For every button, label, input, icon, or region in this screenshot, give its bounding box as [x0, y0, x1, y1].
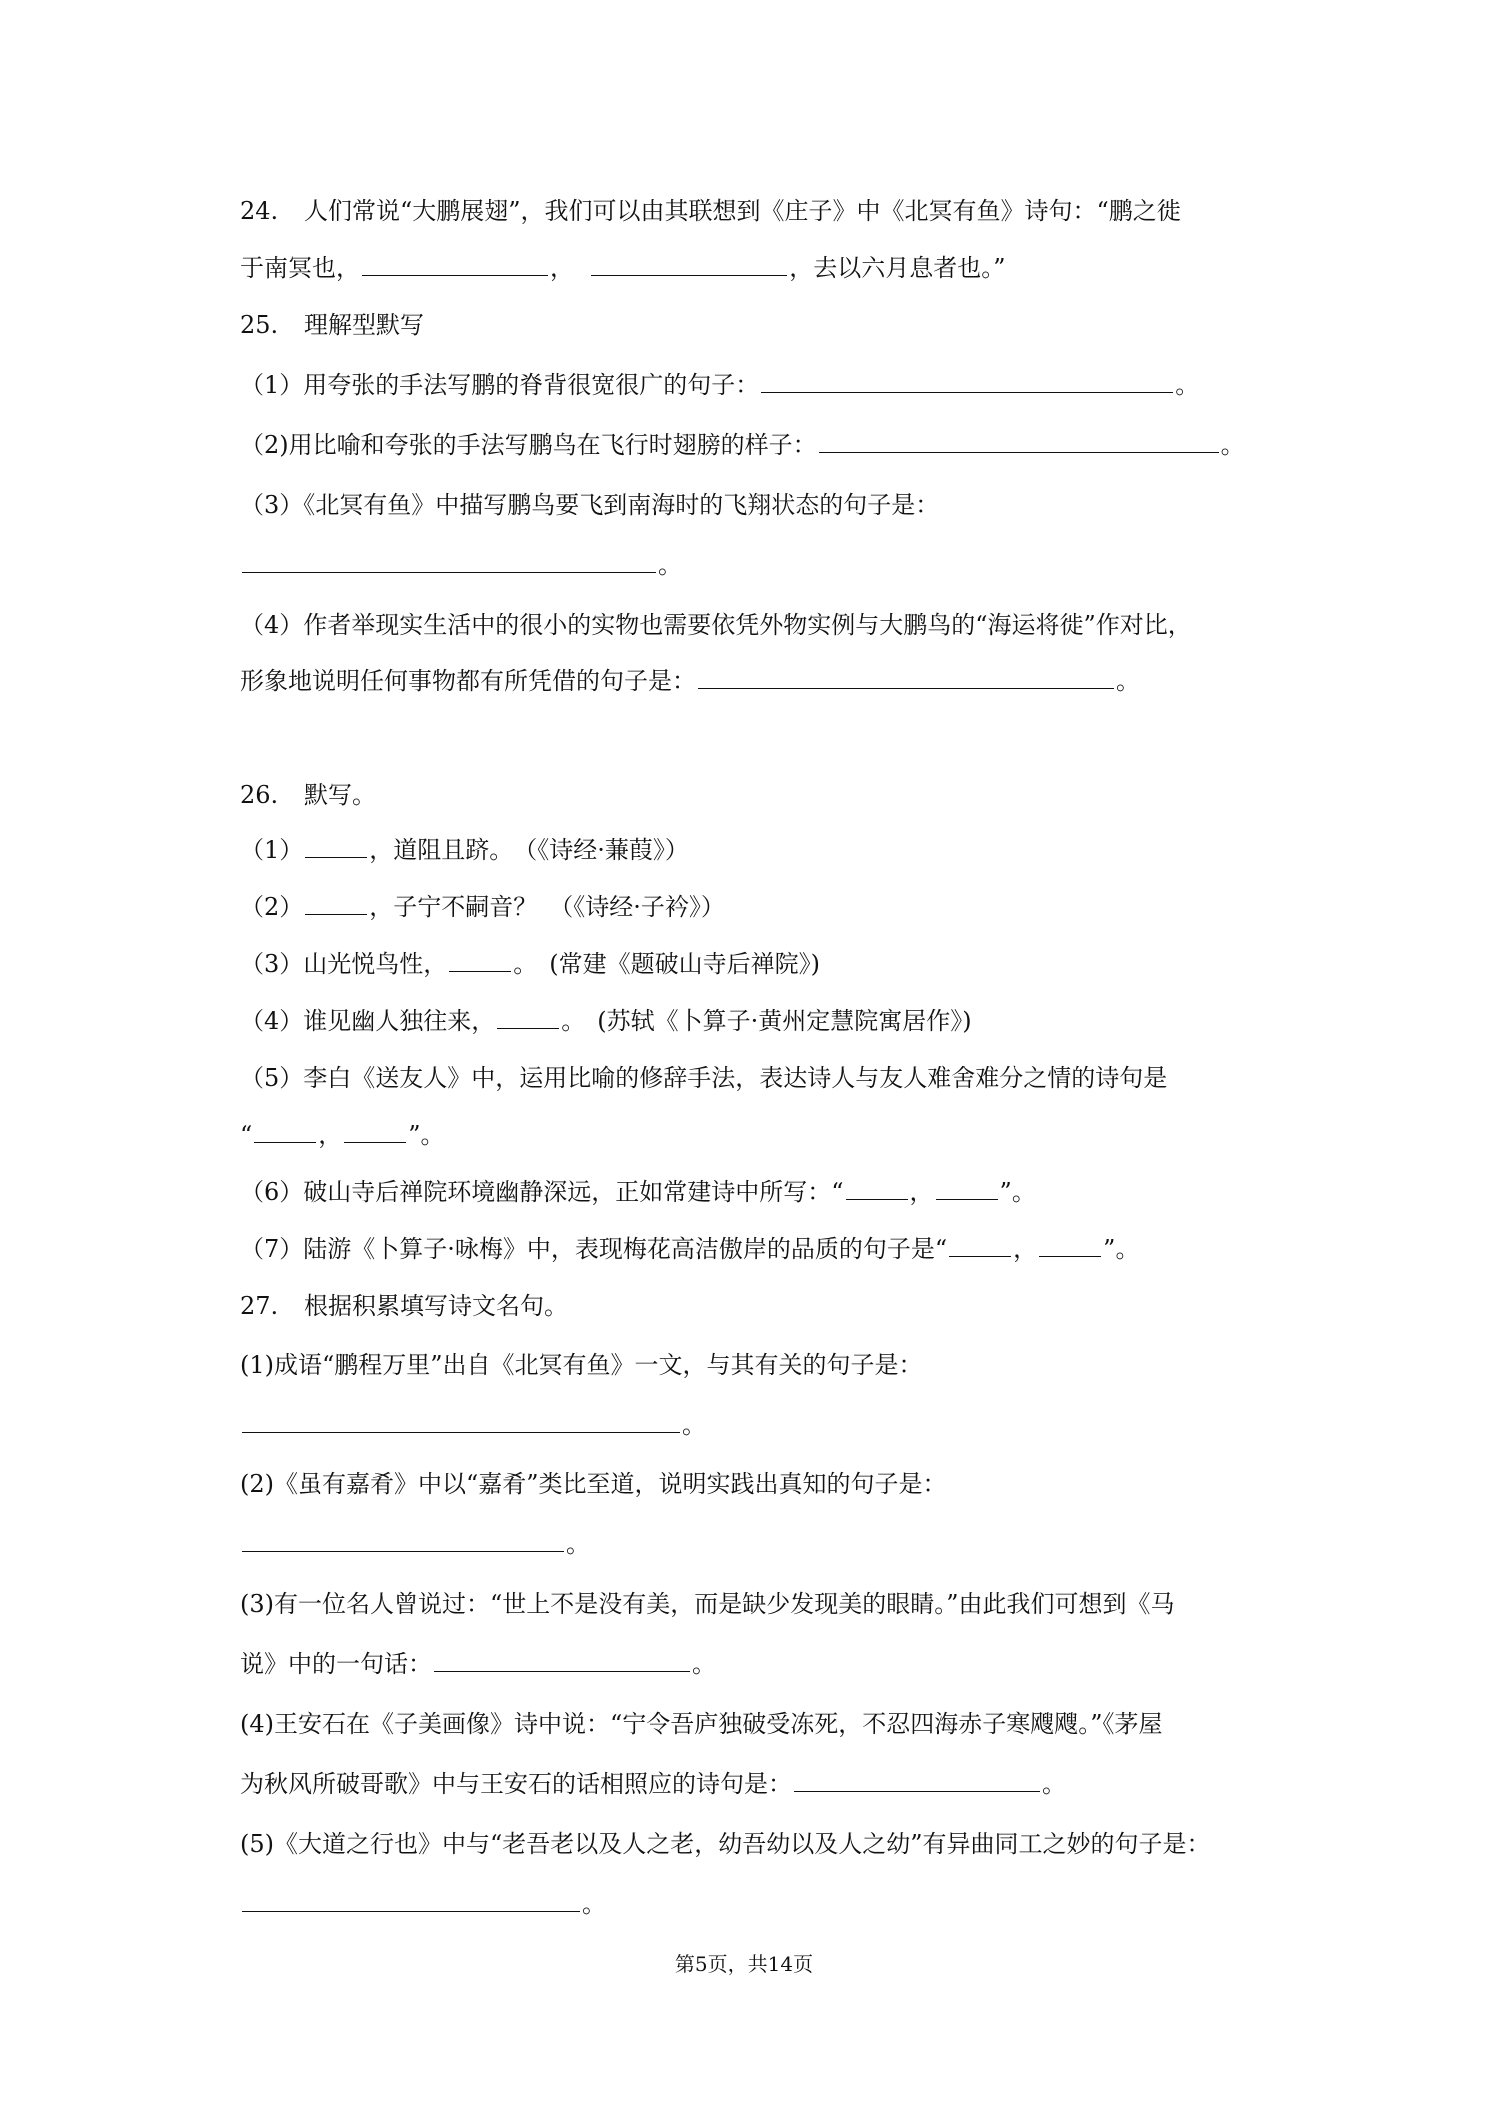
q24-line1: [240, 194, 1181, 228]
period: 。: [1042, 1770, 1066, 1798]
q25-number: 25.: [240, 311, 279, 339]
answer-blank[interactable]: [698, 666, 1114, 689]
answer-blank[interactable]: [242, 1529, 564, 1552]
q27-item-1: [240, 1348, 923, 1382]
q27-item-5-answer: [240, 1887, 606, 1921]
answer-blank[interactable]: [591, 253, 787, 276]
q26-text-4a: （4）谁见幽人独往来，: [240, 1007, 496, 1035]
answer-blank[interactable]: [362, 253, 548, 276]
q26-text-5a: （5）李白《送友人》中，运用比喻的修辞手法，表达诗人与友人难舍难分之情的诗句是: [240, 1064, 1168, 1092]
period: 。: [682, 1411, 706, 1439]
q25-text-3: （3）《北冥有鱼》中描写鹏鸟要飞到南海时的飞翔状态的句子是：: [240, 491, 940, 519]
q27-item-3-line2: [240, 1647, 716, 1681]
answer-blank[interactable]: [1039, 1234, 1101, 1257]
q27-text-1: (1)成语“鹏程万里”出自《北冥有鱼》一文，与其有关的句子是：: [240, 1351, 923, 1379]
q27-number: 27.: [240, 1292, 279, 1320]
q25-text-1: （1）用夸张的手法写鹏的脊背很宽很广的句子：: [240, 371, 760, 399]
q26-text-4b: 。 (苏轼《卜算子·黄州定慧院寓居作》): [561, 1007, 972, 1035]
q26-text-1a: （1）: [240, 836, 304, 864]
q25-title: 理解型默写: [304, 311, 424, 339]
q26-text-7: （7）陆游《卜算子·咏梅》中，表现梅花高洁傲岸的品质的句子是“: [240, 1235, 948, 1263]
q27-item-1-answer: [240, 1408, 706, 1442]
answer-blank[interactable]: [305, 892, 367, 915]
q26-item-6: [240, 1175, 1036, 1209]
q26-text-3a: （3）山光悦鸟性，: [240, 950, 448, 978]
answer-blank[interactable]: [449, 949, 511, 972]
q24-text-2a: 于南冥也，: [240, 254, 360, 282]
q26-item-5-line2: [240, 1118, 445, 1152]
q27-item-2: [240, 1467, 947, 1501]
answer-blank[interactable]: [819, 430, 1219, 453]
answer-blank[interactable]: [936, 1177, 998, 1200]
q26-text-1b: ，道阻且跻。 （《诗经·蒹葭》）: [369, 836, 689, 864]
answer-blank[interactable]: [305, 835, 367, 858]
q26-item-3: [240, 947, 820, 981]
quote-close: ”。: [999, 1178, 1036, 1206]
q24-number: 24.: [240, 197, 279, 225]
answer-blank[interactable]: [846, 1177, 908, 1200]
answer-blank[interactable]: [761, 370, 1173, 393]
q26-text-2b: ，子宁不嗣音？ （《诗经·子衿》）: [369, 893, 725, 921]
q25-item-3-answer: [240, 548, 682, 582]
q27-item-4-line1: [240, 1707, 1163, 1741]
answer-blank[interactable]: [949, 1234, 1011, 1257]
quote-close: ”。: [408, 1121, 445, 1149]
q27-item-5: [240, 1827, 1211, 1861]
q27-text-4b: 为秋风所破哥歌》中与王安石的话相照应的诗句是：: [240, 1770, 792, 1798]
period: 。: [692, 1650, 716, 1678]
answer-blank[interactable]: [344, 1120, 406, 1143]
q25-item-4-line1: [240, 608, 1192, 642]
answer-blank[interactable]: [242, 1889, 580, 1912]
answer-blank[interactable]: [794, 1769, 1040, 1792]
period: 。: [566, 1530, 590, 1558]
answer-blank[interactable]: [242, 1410, 680, 1433]
answer-blank[interactable]: [434, 1649, 690, 1672]
q26-text-2a: （2）: [240, 893, 304, 921]
q26-title: 默写。: [304, 781, 376, 809]
q25-item-2: [240, 428, 1245, 462]
q24-line2: [240, 251, 1006, 285]
period: 。: [1175, 371, 1200, 399]
q26-heading: [240, 778, 376, 812]
q24-text-1: 人们常说“大鹏展翅”，我们可以由其联想到《庄子》中《北冥有鱼》诗句：“鹏之徙: [304, 197, 1181, 225]
period: 。: [1220, 431, 1245, 459]
q26-text-3b: 。 (常建《题破山寺后禅院》): [513, 950, 821, 978]
comma: ，: [909, 1178, 934, 1206]
q24-text-2b: ，: [550, 254, 574, 282]
q26-text-6: （6）破山寺后禅院环境幽静深远，正如常建诗中所写：“: [240, 1178, 844, 1206]
q26-item-5-line1: [240, 1061, 1167, 1095]
q27-text-2: (2)《虽有嘉肴》中以“嘉肴”类比至道，说明实践出真知的句子是：: [240, 1470, 947, 1498]
q27-item-3-line1: [240, 1587, 1175, 1621]
q26-item-2: [240, 890, 725, 924]
q25-heading: [240, 308, 424, 342]
comma: ，: [318, 1121, 343, 1149]
q26-item-1: [240, 833, 689, 867]
q25-item-4-line2: [240, 664, 1140, 698]
q27-text-5: (5)《大道之行也》中与“老吾老以及人之老，幼吾幼以及人之幼”有异曲同工之妙的句子是：: [240, 1830, 1211, 1858]
q25-text-4b: 形象地说明任何事物都有所凭借的句子是：: [240, 667, 696, 695]
period: 。: [1116, 667, 1140, 695]
period: 。: [658, 551, 682, 579]
q27-title: 根据积累填写诗文名句。: [304, 1292, 568, 1320]
q27-text-3a: (3)有一位名人曾说过：“世上不是没有美，而是缺少发现美的眼睛。”由此我们可想到《马: [240, 1590, 1175, 1618]
q26-item-7: [240, 1232, 1139, 1266]
quote-open: “: [240, 1121, 253, 1149]
period: 。: [582, 1890, 606, 1918]
answer-blank[interactable]: [497, 1006, 559, 1029]
q27-item-2-answer: [240, 1527, 590, 1561]
quote-close: ”。: [1103, 1235, 1140, 1263]
answer-blank[interactable]: [242, 550, 656, 573]
q25-item-1: [240, 368, 1199, 402]
q27-text-3b: 说》中的一句话：: [240, 1650, 432, 1678]
q25-item-3: [240, 488, 939, 522]
comma: ，: [1013, 1235, 1038, 1263]
q27-item-4-line2: [240, 1767, 1066, 1801]
q27-heading: [240, 1289, 568, 1323]
q25-text-4a: （4）作者举现实生活中的很小的实物也需要依凭外物实例与大鹏鸟的“海运将徙”作对比，: [240, 611, 1192, 639]
q26-number: 26.: [240, 781, 279, 809]
q27-text-4a: (4)王安石在《子美画像》诗中说：“宁令吾庐独破受冻死，不忍四海赤子寒飕飕。”《茅屋: [240, 1710, 1163, 1738]
q24-text-2c: ，去以六月息者也。”: [789, 254, 1006, 282]
answer-blank[interactable]: [254, 1120, 316, 1143]
q25-text-2: （2)用比喻和夸张的手法写鹏鸟在飞行时翅膀的样子：: [240, 431, 817, 459]
q26-item-4: [240, 1004, 972, 1038]
page-footer: 第5页，共14页: [674, 1952, 814, 1976]
